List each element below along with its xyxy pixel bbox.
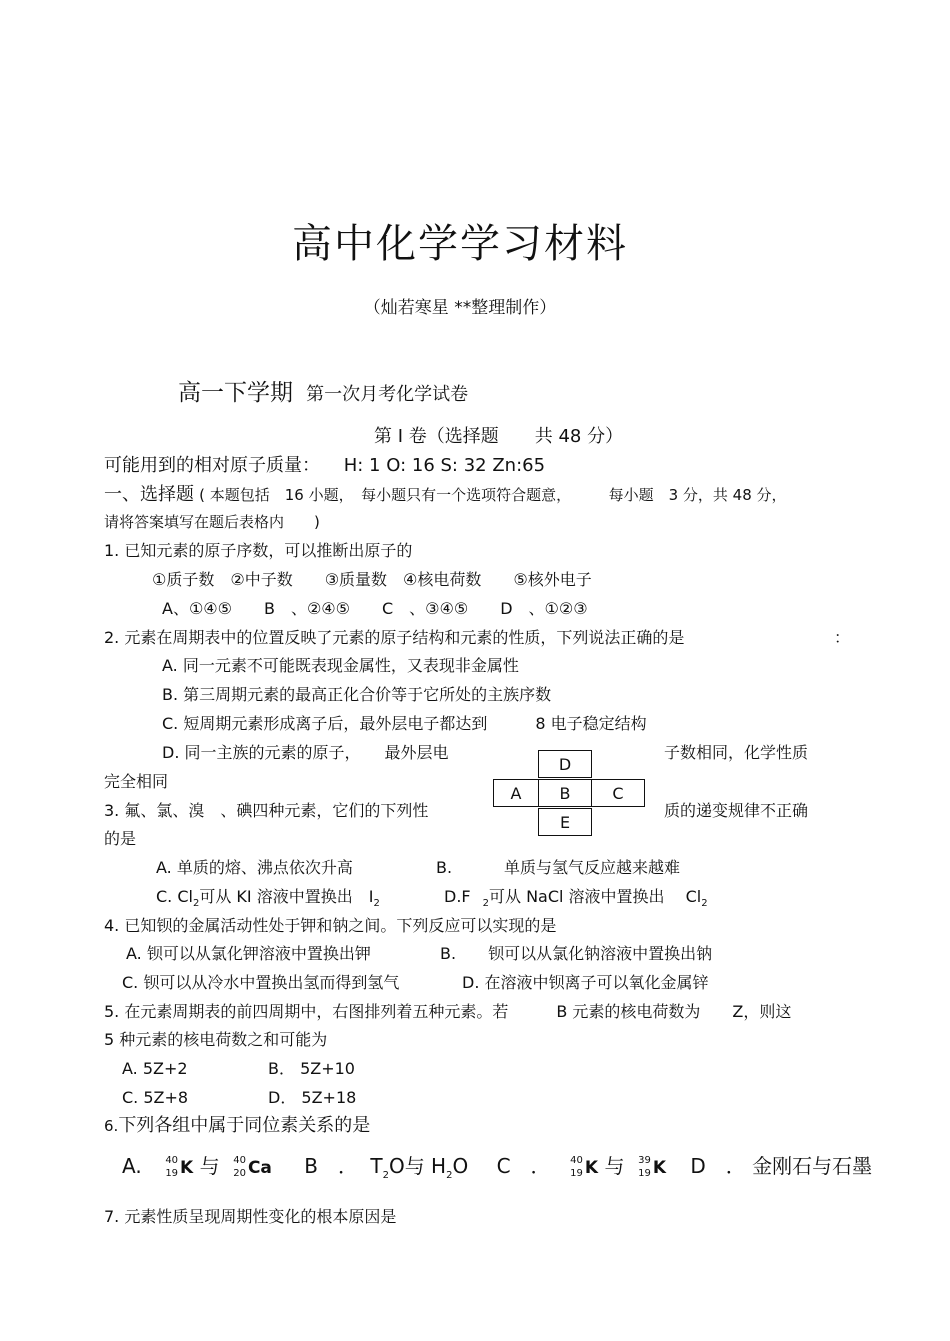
part-instructions-cont: 请将答案填写在题后表格内 ) (104, 513, 320, 531)
q6-b-sub2: 2 (446, 1170, 453, 1181)
question-3-option-a: A. 单质的熔、沸点依次升高 (156, 858, 353, 877)
question-4-option-c: C. 钡可以从冷水中置换出氢而得到氢气 (122, 973, 400, 992)
q3c-mid: 可从 KI 溶液中置换出 I (199, 887, 374, 906)
q6-c1-symbol: K (584, 1158, 599, 1178)
grid-cell-center: B (538, 779, 592, 807)
question-6-stem-line (104, 1116, 370, 1136)
grid-cell-top: D (538, 750, 592, 778)
question-4-stem: 4. 已知钡的金属活动性处于钾和钠之间。下列反应可以实现的是 (104, 916, 557, 935)
part-instructions: ( 本题包括 16 小题， 每小题只有一个选项符合题意， 每小题 3 分，共 48 分， (199, 486, 787, 504)
question-7-stem: 7. 元素性质呈现周期性变化的根本原因是 (104, 1207, 397, 1226)
part-heading: 一、选择题 (104, 484, 194, 505)
question-3-option-d (444, 887, 708, 910)
question-2-option-a: A. 同一元素不可能既表现金属性，又表现非金属性 (162, 656, 519, 675)
q6-c-join: 与 (604, 1154, 625, 1178)
q6-a-nuclide-1 (158, 1154, 180, 1179)
question-3-stem-cont: 的是 (104, 829, 137, 848)
question-2-option-d: D. 同一主族的元素的原子， 最外层电 (162, 743, 449, 762)
question-5-option-b: B． 5Z+10 (268, 1059, 355, 1078)
q3c-pre: C. Cl (156, 887, 193, 906)
question-1-stem: 1. 已知元素的原子序数，可以推断出原子的 (104, 541, 413, 560)
question-2-option-c: C. 短周期元素形成离子后，最外层电子都达到 8 电子稳定结构 (162, 714, 647, 733)
q6-b-label: B ． (304, 1154, 358, 1178)
question-5-option-d: D． 5Z+18 (268, 1088, 357, 1107)
q6-b-t3: O (452, 1154, 469, 1178)
part-heading-line (104, 485, 787, 505)
q6-b-t: T (370, 1154, 383, 1178)
q3d-pre: D.F (444, 887, 471, 906)
q6-d: D ． 金刚石与石墨 (690, 1154, 873, 1178)
question-5-option-a: A. 5Z+2 (122, 1059, 188, 1078)
question-5-stem: 5. 在元素周期表的前四周期中，右图排列着五种元素。若 B 元素的核电荷数为 Z，则这 (104, 1002, 792, 1021)
q3c-sub: 2 (192, 898, 200, 910)
question-6-options (122, 1155, 872, 1179)
q3d-mid: 可从 NaCl 溶液中置换出 Cl (488, 887, 702, 906)
question-1-options: A、①④⑤ B 、②④⑤ C 、③④⑤ D 、①②③ (162, 599, 588, 618)
question-2-option-d-cont: 完全相同 (104, 772, 169, 791)
atomic-mass-values: H: 1 O: 16 S: 32 Zn:65 (343, 455, 546, 476)
exam-title-sub: 第一次月考化学试卷 (306, 384, 469, 405)
question-1-items: ①质子数 ②中子数 ③质量数 ④核电荷数 ⑤核外电子 (152, 570, 592, 589)
q6-c-nuclide-2 (631, 1154, 653, 1179)
q6-a1-z: 19 (165, 1167, 179, 1179)
question-3-option-b-label: B. (436, 858, 453, 877)
q6-a-label: A. (122, 1154, 142, 1178)
question-5-stem-cont: 5 种元素的核电荷数之和可能为 (104, 1030, 328, 1049)
q3d-sub2: 2 (701, 898, 708, 910)
question-4-option-d: D. 在溶液中钡离子可以氧化金属锌 (462, 973, 709, 992)
q6-c1-mass: 40 (570, 1154, 583, 1166)
question-2-option-b: B. 第三周期元素的最高正化合价等于它所处的主族序数 (162, 685, 552, 704)
question-4-option-a: A. 钡可以从氯化钾溶液中置换出钾 (126, 944, 371, 963)
question-6-number: 6. (104, 1117, 119, 1135)
question-2-colon: ： (834, 628, 851, 647)
q6-c-label: C ． (496, 1154, 551, 1178)
q6-c2-z: 19 (638, 1167, 651, 1179)
q6-c2-symbol: K (652, 1158, 666, 1178)
section-heading: 第 I 卷（选择题 共 48 分） (374, 426, 624, 447)
q6-a1-symbol: K (180, 1158, 194, 1178)
q6-a-join: 与 (199, 1154, 220, 1178)
q6-a2-mass: 40 (233, 1154, 246, 1166)
q6-b-sub: 2 (382, 1170, 389, 1181)
question-2-option-d-right: 子数相同，化学性质 (664, 743, 809, 762)
grid-cell-left: A (493, 779, 539, 807)
question-3-option-b: 单质与氢气反应越来越难 (504, 858, 681, 877)
page-subtitle: （灿若寒星 **整理制作） (363, 298, 557, 318)
question-3-stem: 3. 氟、氯、溴 、碘四种元素，它们的下列性 (104, 801, 429, 820)
exam-title-main: 高一下学期 (178, 380, 293, 406)
question-5-option-c: C. 5Z+8 (122, 1088, 189, 1107)
atomic-mass-label: 可能用到的相对原子质量： (104, 455, 320, 476)
q6-a2-symbol: Ca (247, 1158, 272, 1178)
q6-a2-z: 20 (233, 1167, 246, 1179)
q6-c2-mass: 39 (638, 1154, 651, 1166)
q3c-sub2: 2 (373, 898, 380, 910)
atomic-mass-line (104, 456, 545, 476)
q6-c-nuclide-1 (563, 1154, 585, 1179)
question-4-option-b: B. 钡可以从氯化钠溶液中置换出钠 (440, 944, 713, 963)
q3d-sub: 2 (482, 898, 489, 910)
question-6-stem: 下列各组中属于同位素关系的是 (118, 1115, 371, 1136)
question-3-option-c (156, 887, 380, 910)
question-3-stem-right: 质的递变规律不正确 (664, 801, 809, 820)
question-2-stem: 2. 元素在周期表中的位置反映了元素的原子结构和元素的性质，下列说法正确的是 (104, 628, 685, 647)
page-title: 高中化学学习材料 (292, 221, 628, 267)
q6-a-nuclide-2 (226, 1154, 248, 1179)
q6-b-t2: O与 H (388, 1154, 447, 1178)
grid-cell-bottom: E (538, 808, 592, 836)
grid-cell-right: C (591, 779, 645, 807)
q6-c1-z: 19 (570, 1167, 583, 1179)
exam-title (178, 381, 468, 406)
q6-a1-mass: 40 (165, 1154, 179, 1166)
